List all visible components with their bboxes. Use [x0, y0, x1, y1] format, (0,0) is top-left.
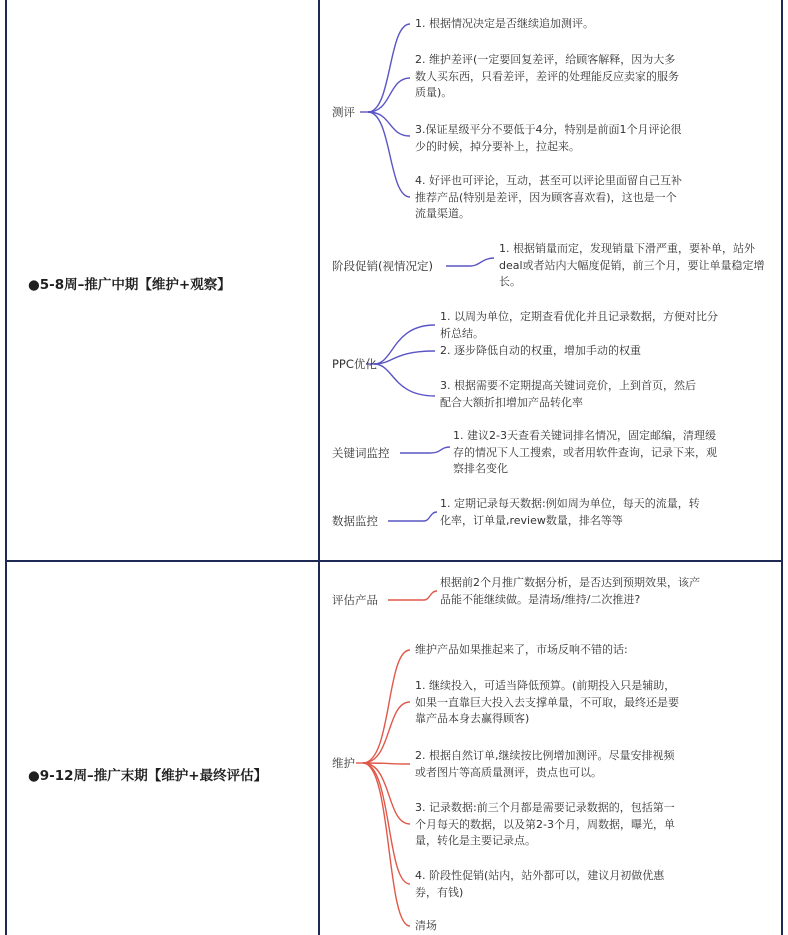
- link-wh-1: [363, 702, 410, 763]
- leaf-maintain-1: 1. 继续投入，可适当降低预算。(前期投入只是辅助，如果一直靠巨大投入去支撑单量，不可取，最终还是要靠产品本身去赢得顾客): [415, 679, 679, 725]
- link-wh-0: [363, 650, 410, 763]
- leaf-data-monitor-1: 1. 定期记录每天数据:例如周为单位，每天的流量，转化率，订单量,review数量，排名等等: [440, 497, 700, 527]
- leaf-ppc-1: 1. 以周为单位，定期查看优化并且记录数据，方便对比分析总结。: [440, 310, 718, 340]
- node-ppc: PPC优化: [332, 357, 377, 371]
- node-stage-promo: 阶段促销(视情况定): [332, 259, 433, 273]
- link-promo-1: [446, 258, 494, 266]
- period-label-mid: ●5-8周–推广中期【维护+观察】: [28, 277, 231, 293]
- leaf-maintain-4: 4. 阶段性促销(站内，站外都可以，建议月初做优惠券，有钱): [415, 869, 665, 899]
- leaf-ppc-3: 3. 根据需要不定期提高关键词竞价，上到首页，然后配合大额折扣增加产品转化率: [440, 379, 696, 409]
- leaf-maintain-5: 清场: [415, 919, 437, 932]
- leaf-keyword-monitor-1: 1. 建议2-3天查看关键词排名情况，固定邮编，清理缓存的情况下人工搜索，或者用软件查询，记录下来，观察排名变化: [453, 429, 717, 475]
- leaf-ceping-1: 1. 根据情况决定是否继续追加测评。: [415, 17, 594, 30]
- link-kw-1: [400, 447, 450, 453]
- link-ppc-1: [374, 325, 435, 364]
- link-ppc-3: [374, 364, 435, 396]
- link-eval-1: [388, 591, 437, 600]
- leaf-stage-promo-1: 1. 根据销量而定，发现销量下滑严重，要补单，站外deal或者站内大幅度促销，前三个月，要让单量稳定增长。: [499, 242, 765, 288]
- node-evaluate-product: 评估产品: [332, 593, 378, 607]
- link-ceping-2: [368, 78, 410, 112]
- node-data-monitor: 数据监控: [332, 514, 378, 528]
- link-ceping-4: [368, 112, 410, 197]
- leaf-maintain-0: 维护产品如果推起来了，市场反响不错的话:: [415, 643, 628, 656]
- node-maintain: 维护: [332, 756, 355, 770]
- leaf-maintain-2: 2. 根据自然订单,继续按比例增加测评。尽量安排视频或者图片等高质量测评，贵点也可以。: [415, 749, 675, 779]
- node-ceping: 测评: [332, 105, 355, 119]
- node-keyword-monitor: 关键词监控: [332, 446, 390, 460]
- period-label-late: ●9-12周–推广末期【维护+最终评估】: [28, 768, 268, 784]
- leaf-evaluate-product-1: 根据前2个月推广数据分析，是否达到预期效果，该产品能不能继续做。是清场/维持/二次推进?: [440, 576, 700, 606]
- link-ppc-2: [374, 351, 435, 364]
- link-data-1: [388, 512, 437, 521]
- leaf-maintain-3: 3. 记录数据:前三个月都是需要记录数据的，包括第一个月每天的数据，以及第2-3个月，周数据，曝光，单量，转化是主要记录点。: [415, 801, 675, 847]
- link-wh-4: [363, 763, 410, 884]
- leaf-ceping-2: 2. 维护差评(一定要回复差评，给顾客解释，因为大多数人买东西，只看差评，差评的处理能反应卖家的服务质量)。: [415, 53, 679, 99]
- leaf-ppc-2: 2. 逐步降低自动的权重，增加手动的权重: [440, 344, 641, 357]
- link-ceping-1: [368, 24, 410, 112]
- leaf-ceping-4: 4. 好评也可评论，互动，甚至可以评论里面留自己互补推荐产品(特别是差评，因为顾客喜欢看)，这也是一个流量渠道。: [415, 174, 682, 220]
- link-ceping-3: [368, 112, 410, 136]
- leaf-ceping-3: 3.保证星级平分不要低于4分，特别是前面1个月评论很少的时候，掉分要补上，拉起来。: [415, 123, 682, 153]
